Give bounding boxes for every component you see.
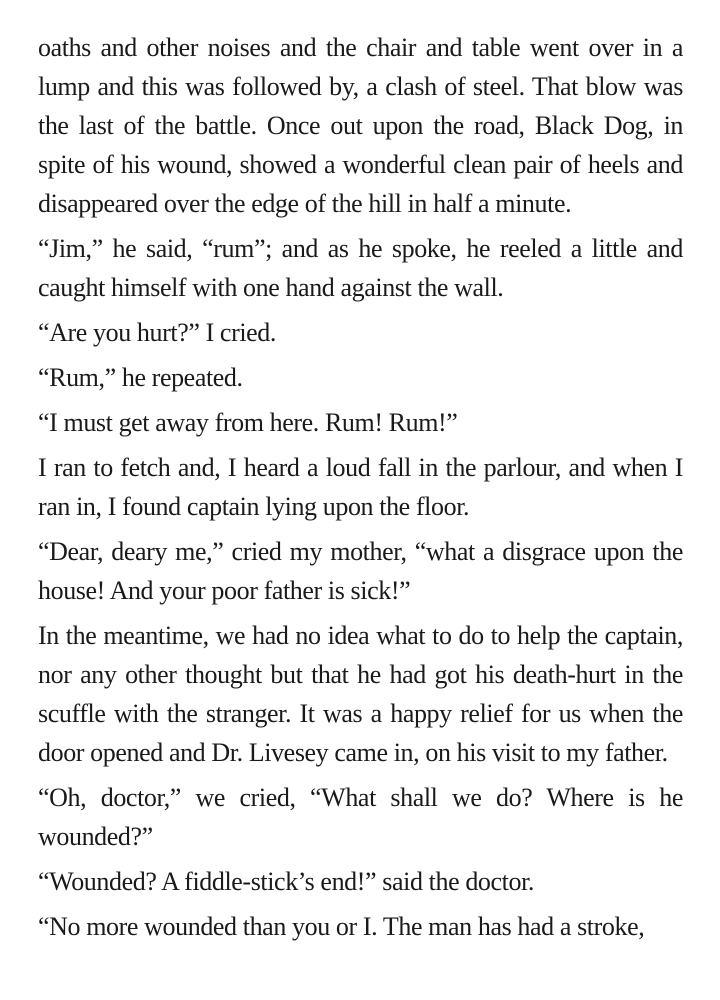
paragraph-battle-end: oaths and other noises and the chair and table went over in a lump and this was followed by, a clash of steel. That blow was the last of the battle. Once out upon the road, Black Dog, in spite of his wound, showed a wonderful clean pair of heels and disappeared over the edge of the hill in half a minute. <box>38 33 683 218</box>
paragraph-meantime: In the meantime, we had no idea what to do to help the captain, nor any other thought but that he had got his death-hurt in the scuffle with the stranger. It was a happy relief for us when the door opened and Dr. Livesey came in, on his visit to my father. <box>38 621 683 767</box>
book-page <box>38 28 683 946</box>
paragraph-rum-repeated: “Rum,” he repeated. <box>38 363 243 392</box>
paragraph-ran-to-fetch: I ran to fetch and, I heard a loud fall in the parlour, and when I ran in, I found captain lying upon the floor. <box>38 453 683 521</box>
paragraph-no-more-wounded: “No more wounded than you or I. The man has had a stroke, <box>38 912 645 941</box>
paragraph-are-you-hurt: “Are you hurt?” I cried. <box>38 318 276 347</box>
paragraph-dear-deary-me: “Dear, deary me,” cried my mother, “what a disgrace upon the house! And your poor father is sick!” <box>38 537 683 605</box>
paragraph-jim-rum: “Jim,” he said, “rum”; and as he spoke, he reeled a little and caught himself with one hand against the wall. <box>38 234 683 302</box>
paragraph-must-get-away: “I must get away from here. Rum! Rum!” <box>38 408 458 437</box>
paragraph-oh-doctor: “Oh, doctor,” we cried, “What shall we do? Where is he wounded?” <box>38 783 683 851</box>
paragraph-wounded: “Wounded? A fiddle-stick’s end!” said the doctor. <box>38 867 535 896</box>
